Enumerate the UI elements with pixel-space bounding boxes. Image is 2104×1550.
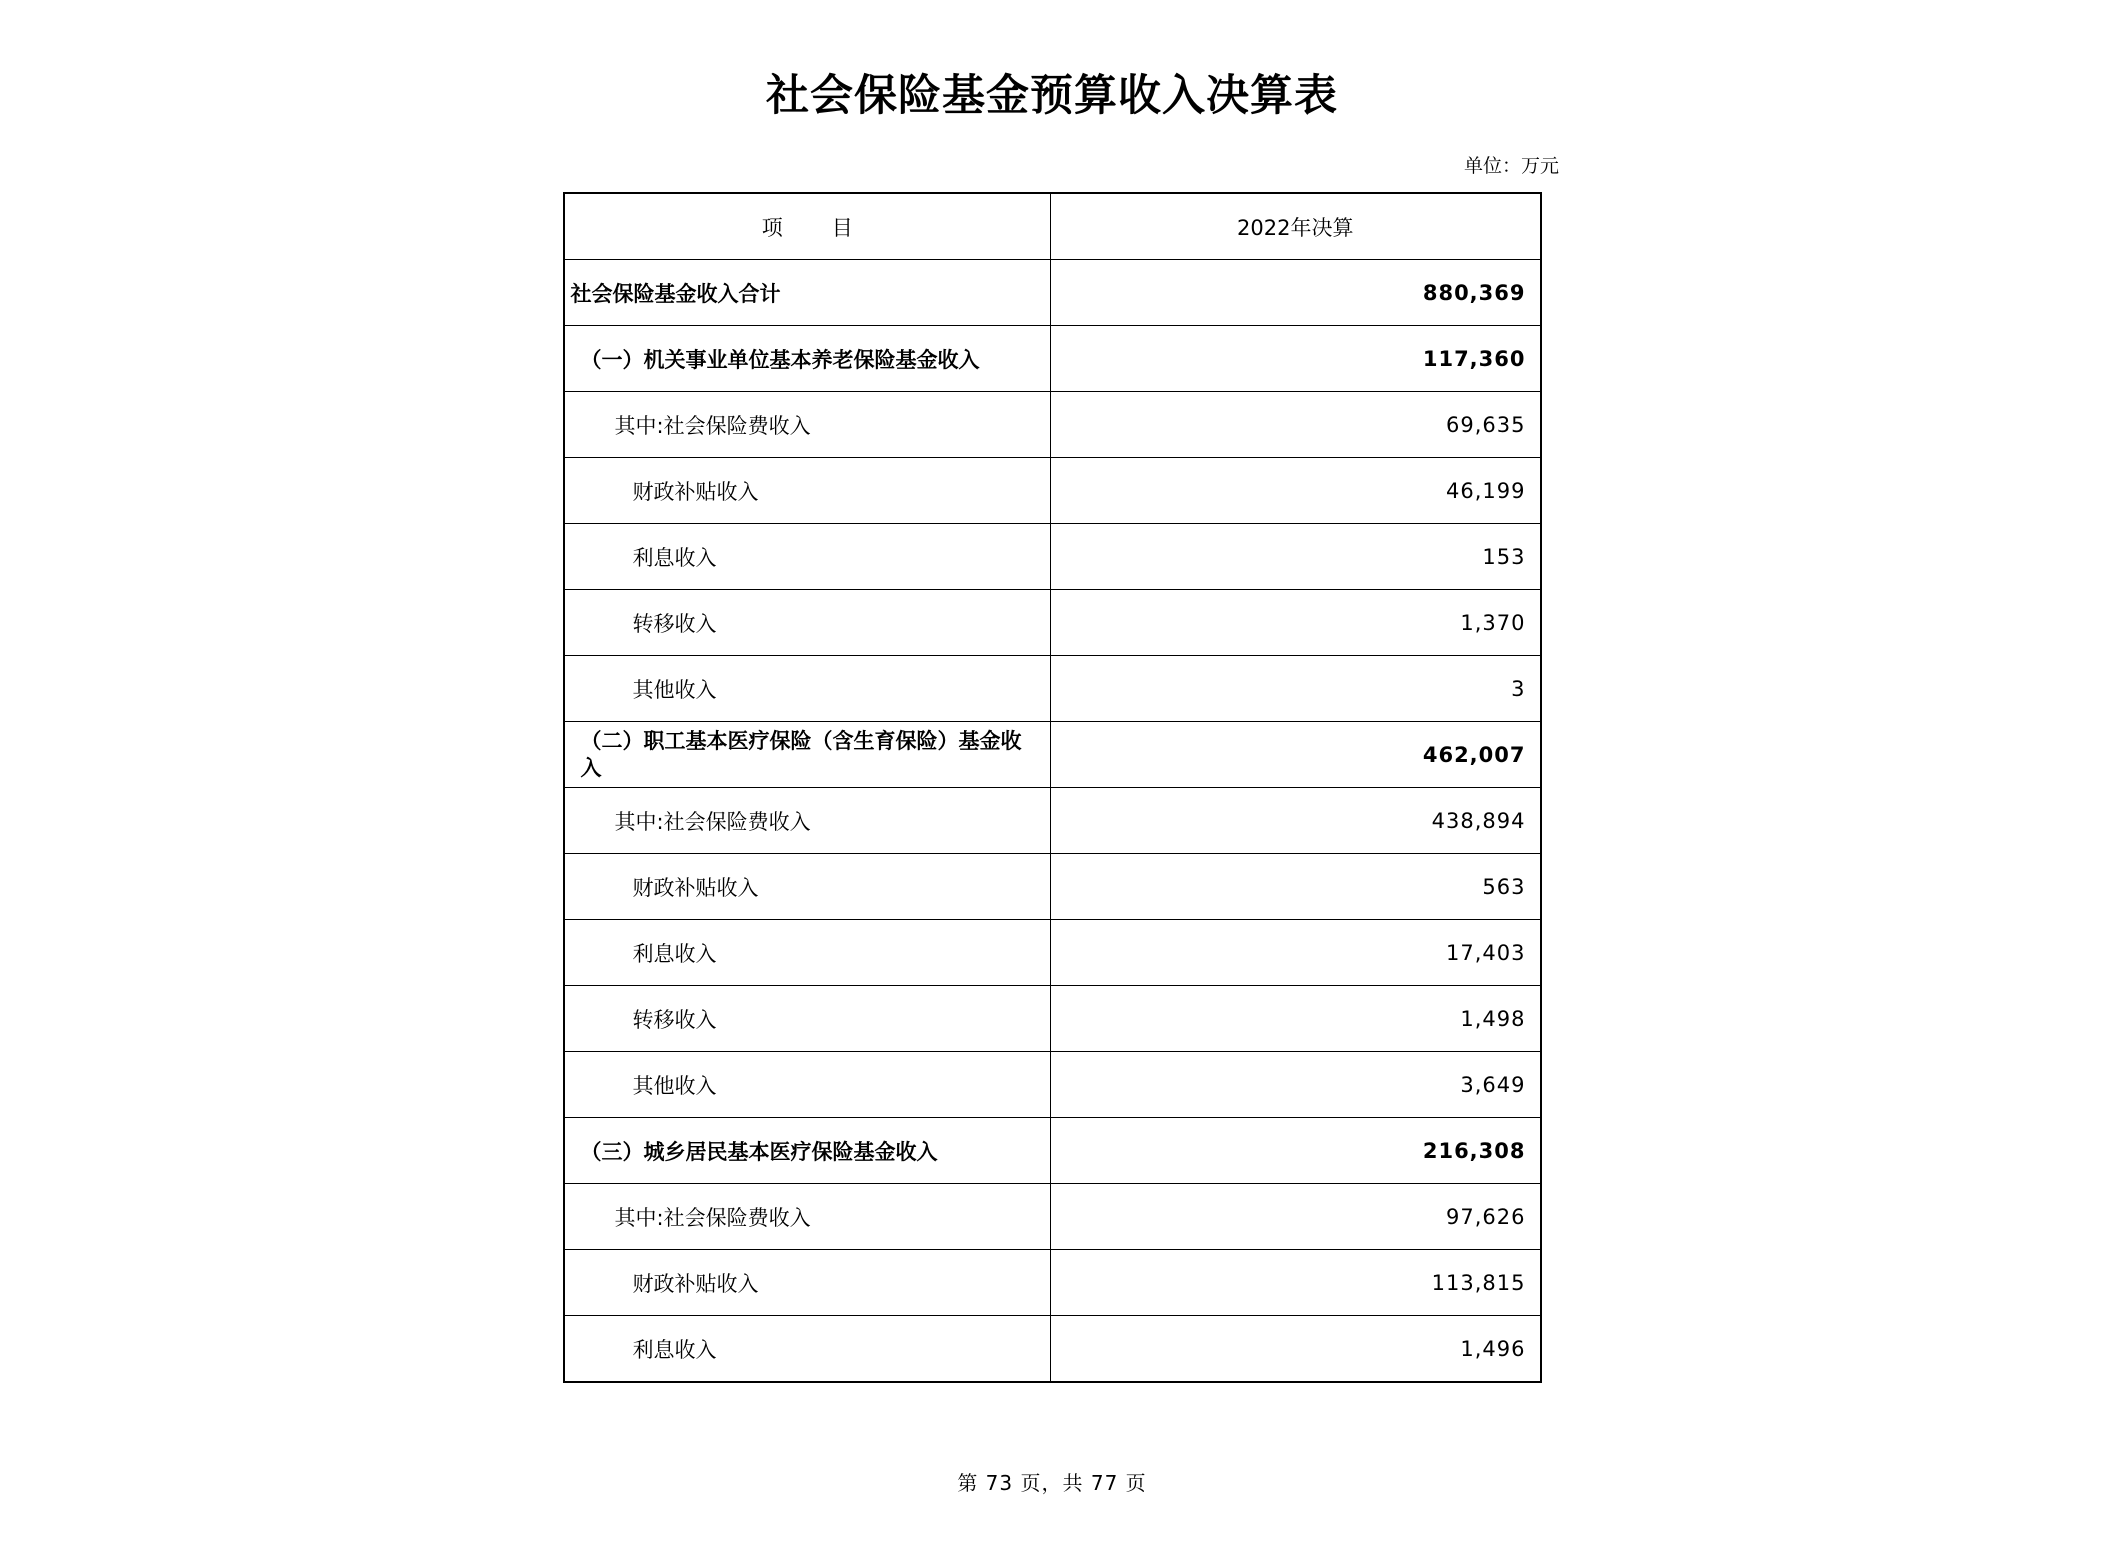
row-value: 113,815 bbox=[1051, 1250, 1541, 1316]
table-row bbox=[564, 260, 1541, 326]
table-row bbox=[564, 1052, 1541, 1118]
row-label: 其中:社会保险费收入 bbox=[564, 392, 1051, 458]
document-page bbox=[0, 62, 2104, 1550]
page-footer: 第 73 页，共 77 页 bbox=[957, 1471, 1147, 1495]
table-row bbox=[564, 326, 1541, 392]
row-value: 1,370 bbox=[1051, 590, 1541, 656]
row-value: 3,649 bbox=[1051, 1052, 1541, 1118]
row-value: 97,626 bbox=[1051, 1184, 1541, 1250]
row-value: 117,360 bbox=[1051, 326, 1541, 392]
row-label: （三）城乡居民基本医疗保险基金收入 bbox=[564, 1118, 1051, 1184]
row-value: 1,496 bbox=[1051, 1316, 1541, 1383]
row-label: 转移收入 bbox=[564, 986, 1051, 1052]
row-label: 其中:社会保险费收入 bbox=[564, 788, 1051, 854]
table-container bbox=[0, 192, 2104, 1383]
row-label: 财政补贴收入 bbox=[564, 458, 1051, 524]
table-header-row bbox=[564, 193, 1541, 260]
unit-note: 单位：万元 bbox=[1463, 155, 1559, 177]
row-label: （二）职工基本医疗保险（含生育保险）基金收入 bbox=[564, 722, 1051, 788]
row-label: （一）机关事业单位基本养老保险基金收入 bbox=[564, 326, 1051, 392]
budget-revenue-table bbox=[563, 192, 1542, 1383]
row-label: 财政补贴收入 bbox=[564, 854, 1051, 920]
table-row bbox=[564, 524, 1541, 590]
row-label: 转移收入 bbox=[564, 590, 1051, 656]
table-row bbox=[564, 788, 1541, 854]
table-row bbox=[564, 722, 1541, 788]
row-value: 563 bbox=[1051, 854, 1541, 920]
column-header-value: 2022年决算 bbox=[1051, 193, 1541, 260]
row-value: 153 bbox=[1051, 524, 1541, 590]
row-label: 其他收入 bbox=[564, 656, 1051, 722]
row-label: 财政补贴收入 bbox=[564, 1250, 1051, 1316]
table-row bbox=[564, 1250, 1541, 1316]
row-value: 462,007 bbox=[1051, 722, 1541, 788]
table-row bbox=[564, 656, 1541, 722]
row-value: 438,894 bbox=[1051, 788, 1541, 854]
row-value: 3 bbox=[1051, 656, 1541, 722]
row-label: 利息收入 bbox=[564, 524, 1051, 590]
table-row bbox=[564, 392, 1541, 458]
row-value: 216,308 bbox=[1051, 1118, 1541, 1184]
row-label: 利息收入 bbox=[564, 920, 1051, 986]
table-row bbox=[564, 986, 1541, 1052]
row-label: 其中:社会保险费收入 bbox=[564, 1184, 1051, 1250]
table-row bbox=[564, 1118, 1541, 1184]
row-label: 利息收入 bbox=[564, 1316, 1051, 1383]
table-row bbox=[564, 458, 1541, 524]
row-value: 1,498 bbox=[1051, 986, 1541, 1052]
table-row bbox=[564, 1184, 1541, 1250]
row-value: 46,199 bbox=[1051, 458, 1541, 524]
row-value: 17,403 bbox=[1051, 920, 1541, 986]
table-row bbox=[564, 920, 1541, 986]
table-row bbox=[564, 1316, 1541, 1383]
column-header-item: 项 目 bbox=[564, 193, 1051, 260]
table-row bbox=[564, 590, 1541, 656]
page-title: 社会保险基金预算收入决算表 bbox=[766, 71, 1338, 121]
row-label: 其他收入 bbox=[564, 1052, 1051, 1118]
row-label: 社会保险基金收入合计 bbox=[564, 260, 1051, 326]
row-value: 69,635 bbox=[1051, 392, 1541, 458]
row-value: 880,369 bbox=[1051, 260, 1541, 326]
table-row bbox=[564, 854, 1541, 920]
